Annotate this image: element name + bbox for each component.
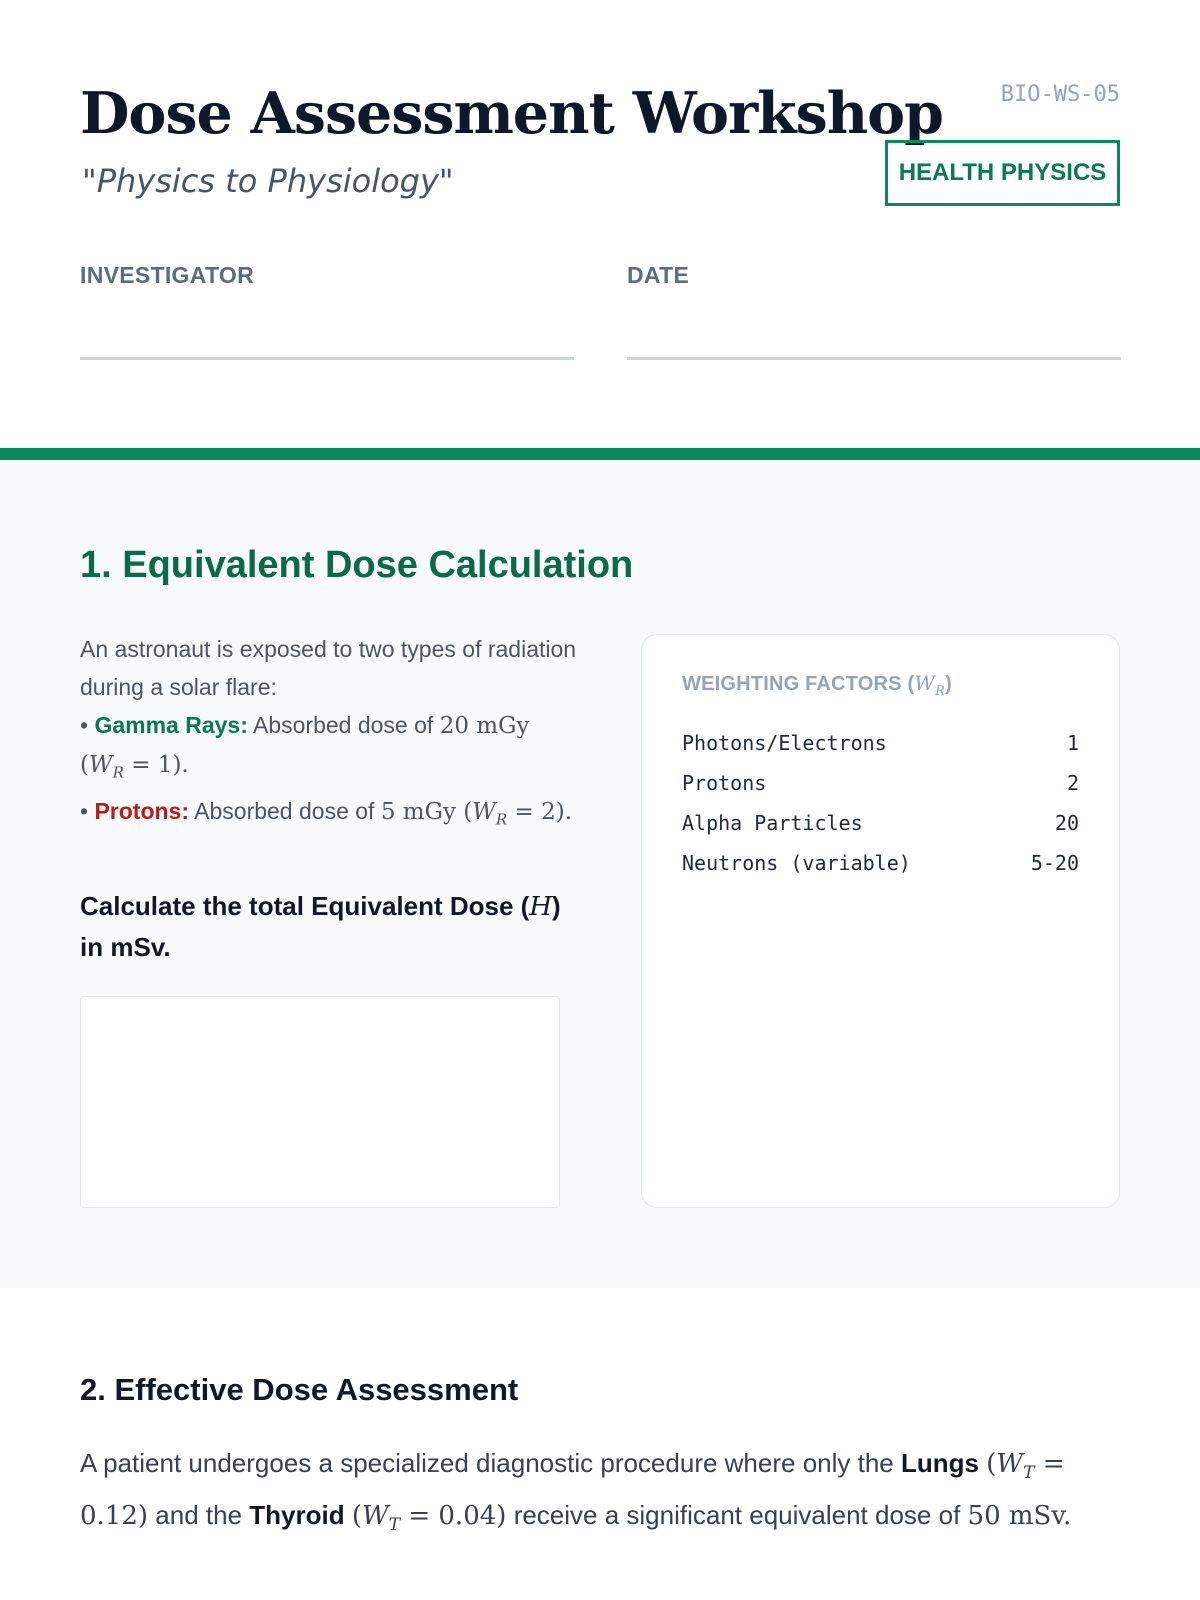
- factor-name: Alpha Particles: [682, 811, 863, 835]
- factor-name: Protons: [682, 771, 767, 795]
- date-field[interactable]: [627, 262, 1121, 360]
- gamma-text: Absorbed dose of: [253, 712, 434, 738]
- page-title: Dose Assessment Workshop: [80, 80, 944, 147]
- factor-row: [682, 803, 1079, 843]
- protons-dose: 5 mGy $(W_R = 2)$.: [380, 798, 573, 829]
- weighting-factors-card: [641, 634, 1120, 1208]
- factor-name: Photons/Electrons: [682, 731, 887, 755]
- factor-value: 1: [1066, 731, 1079, 755]
- answer-box[interactable]: [80, 996, 560, 1208]
- gamma-label: Gamma Rays:: [94, 712, 248, 738]
- worksheet-header: [0, 0, 1200, 448]
- factor-name: Neutrons (variable): [682, 851, 911, 875]
- question-prompt: Calculate the total Equivalent Dose (H) in mSv.: [80, 891, 561, 962]
- factor-row: [682, 763, 1079, 803]
- problem-intro: An astronaut is exposed to two types of radiation during a solar flare:: [80, 636, 577, 700]
- section-effective-dose: [0, 1288, 1200, 1600]
- factor-value: 5-20: [1030, 851, 1079, 875]
- problem-statement: [80, 630, 580, 838]
- factor-value: 2: [1066, 771, 1079, 795]
- lungs-term: Lungs: [901, 1448, 979, 1478]
- date-line[interactable]: [627, 357, 1121, 360]
- equivalent-dose-value: 50 mSv.: [967, 1501, 1072, 1532]
- section-2-text: A patient undergoes a specialized diagnostic procedure where only the Lungs $(W_T = 0.12)$ and the Thyroid $(W_T = 0.04)$ receive a significant equivalent dose of 50 mSv.: [80, 1448, 1072, 1536]
- weighting-factors-title: WEIGHTING FACTORS $(W_R)$: [682, 671, 952, 699]
- investigator-label: INVESTIGATOR: [80, 262, 254, 288]
- subject-badge: HEALTH PHYSICS: [885, 140, 1120, 206]
- factor-row: [682, 843, 1079, 883]
- protons-label: Protons:: [94, 797, 190, 824]
- section-2-title: 2. Effective Dose Assessment: [80, 1372, 519, 1407]
- protons-text: Absorbed dose of: [194, 797, 375, 824]
- investigator-line[interactable]: [80, 357, 574, 360]
- header-divider: [0, 448, 1200, 460]
- protons-item: • Protons: Absorbed dose of 5 mGy $(W_R = 2)$.: [80, 797, 573, 829]
- document-code: BIO-WS-05: [1000, 82, 1120, 107]
- thyroid-term: Thyroid: [249, 1500, 345, 1531]
- section-1-title: 1. Equivalent Dose Calculation: [80, 544, 634, 586]
- date-label: DATE: [627, 262, 690, 288]
- weighting-factors-list: [682, 723, 1079, 883]
- section-equivalent-dose: [0, 460, 1200, 1288]
- gamma-item: • Gamma Rays: Absorbed dose of 20 mGy $(W_R = 1)$.: [80, 712, 530, 782]
- factor-row: [682, 723, 1079, 763]
- page-subtitle: "Physics to Physiology": [82, 162, 454, 200]
- factor-value: 20: [1054, 811, 1079, 835]
- investigator-field[interactable]: [80, 262, 574, 360]
- gamma-dose: 20 mGy $(W_R = 1)$.: [80, 713, 530, 782]
